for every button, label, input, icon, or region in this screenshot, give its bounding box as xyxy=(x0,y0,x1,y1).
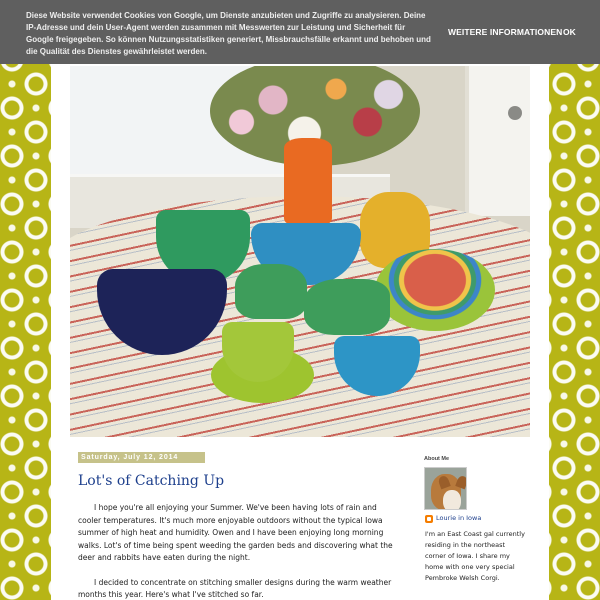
profile-bio: I'm an East Coast gal currently residing in the northeast corner of Iowa. I share my home with one very special Pembroke Welsh Corgi. xyxy=(425,530,525,582)
cookie-ok-button[interactable]: OK xyxy=(563,27,576,37)
cookie-banner xyxy=(0,0,600,64)
profile-photo-corgi[interactable] xyxy=(424,467,467,510)
post-paragraph: I hope you're all enjoying your Summer. We've been having lots of rain and cooler temperatures. It's much more enjoyable outdoors without the typical Iowa summer of high heat and humidity. Owen and I have been enjoying long morning walks. Lot's of time being spent weeding the garden beds and discovering what the deer and rabbits have eaten during the night. xyxy=(78,503,393,562)
profile-name-link[interactable]: Lourie in Iowa xyxy=(436,514,482,522)
main-content-column xyxy=(51,64,549,600)
post-paragraph: I decided to concentrate on stitching smaller designs during the warm weather months this year. Here's what I've stitched so far. xyxy=(78,577,392,599)
more-info-link[interactable]: WEITERE INFORMATIONEN xyxy=(448,27,563,37)
about-me-header: About Me xyxy=(424,456,450,462)
corgi-image xyxy=(431,474,461,510)
cookie-notice-text: Diese Website verwendet Cookies von Google, um Dienste anzubieten und Zugriffe zu analysieren. Deine IP-Adresse und dein User-Agent werden zusammen mit Messwerten zur Leistung und Sicherheit für Google freigegeben. So können Nutzungsstatistiken generiert, Missbrauchsfälle erkannt und behoben und die Qualität des Dienstes gewährleistet werden. xyxy=(26,11,431,56)
blogger-icon xyxy=(425,515,433,523)
post-title[interactable]: Lot's of Catching Up xyxy=(78,473,225,489)
header-image-fiestaware xyxy=(70,66,530,437)
post-date-header: Saturday, July 12, 2014 xyxy=(78,452,205,463)
post-body xyxy=(78,502,398,600)
